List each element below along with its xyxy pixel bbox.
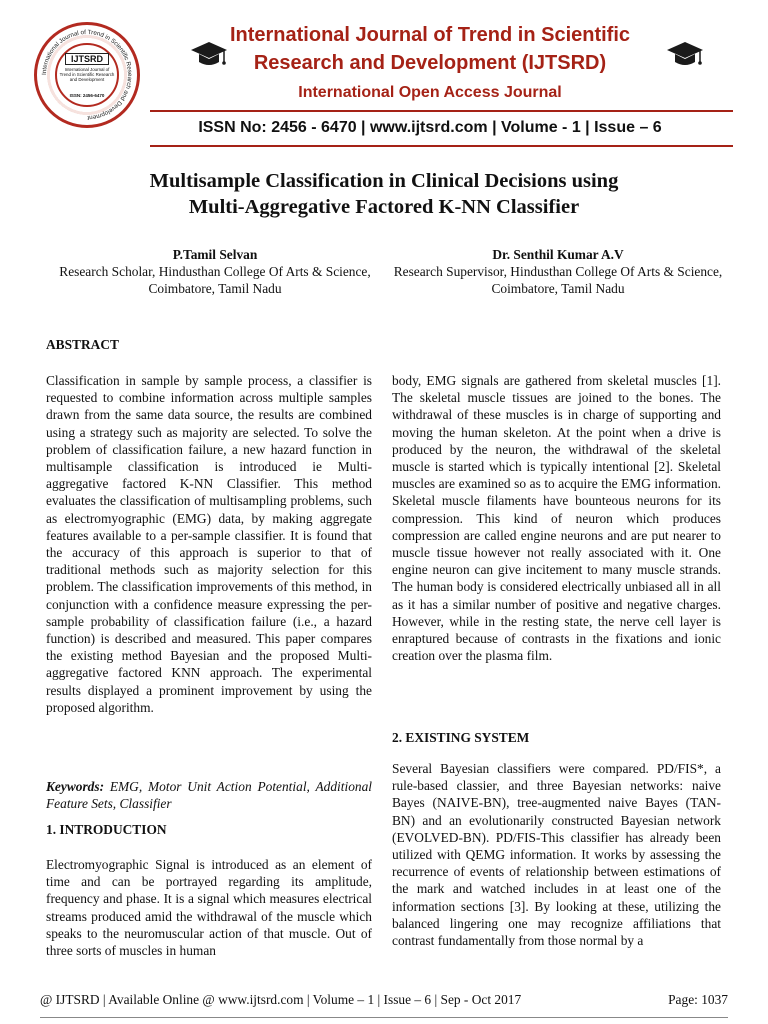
author-name: P.Tamil Selvan — [172, 247, 258, 262]
footer-page-number: Page: 1037 — [668, 992, 728, 1007]
paper-title-line-2: Multi-Aggregative Factored K-NN Classifier — [188, 196, 580, 218]
author-block — [385, 246, 731, 297]
journal-subtitle: International Open Access Journal — [298, 84, 562, 101]
author-affiliation: Research Supervisor, Hindusthan College Of Arts & Science, Coimbatore, Tamil Nadu — [393, 264, 723, 296]
author-name: Dr. Senthil Kumar A.V — [492, 247, 624, 262]
author-block — [40, 246, 390, 297]
author-affiliation: Research Scholar, Hindusthan College Of Arts & Science, Coimbatore, Tamil Nadu — [59, 264, 371, 296]
paper-title-line-1: Multisample Classification in Clinical Decisions using — [149, 170, 619, 192]
journal-logo — [34, 22, 140, 128]
footer-divider — [40, 1017, 728, 1018]
footer-citation: @ IJTSRD | Available Online @ www.ijtsrd.com | Volume – 1 | Issue – 6 | Sep - Oct 2017 — [40, 992, 522, 1007]
issn-volume-line: ISSN No: 2456 - 6470 | www.ijtsrd.com | Volume - 1 | Issue – 6 — [198, 119, 662, 136]
introduction-text-continued: body, EMG signals are gathered from skeletal muscles [1]. The skeletal muscle tissues are joined to the bones. The withdrawal of these muscles is in charge of supporting and moving the human skeleton. At the point when a drive is produced by the neuron, the withdrawal of the skeletal muscle is started which is typically intentional [2]. Skeletal muscles are examined so as to acquire the EMG information. Skeletal muscle filaments have bounteous neurons for its compression. This kind of neuron which produces compression are called engine neurons and are put nearer to muscle tissue however not really associated with it. One engine neuron can give incitement to many muscle strands. The human body is considered electrically unbiased all in all as it has a similar number of positive and negative charges. However, while in the resting state, the nerve cell layer is enraptured because of contrasts in the fixations and ionic creation over the plasma film. — [392, 373, 721, 664]
existing-system-heading: 2. EXISTING SYSTEM — [392, 730, 530, 745]
logo-journal-name: International Journal of Trend in Scientific Research and Development — [59, 67, 115, 82]
keywords-text: EMG, Motor Unit Action Potential, Additional Feature Sets, Classifier — [46, 779, 372, 812]
keywords — [46, 778, 372, 812]
logo-abbreviation: IJTSRD — [65, 53, 109, 65]
abstract-text: Classification in sample by sample process, a classifier is requested to combine information across multiple samples drawn from the same data source, the results are combined using a strategy such as majority are selected. To solve the problem of classification failure, a new hazard function in multisample classification is introduced ie Multi-aggregative factored K-NN Classifier. This method evaluates the classification of multisampling problems, such as electromyographic (EMG) data, by making aggregate features available to a per-sample classifier. It is found that the accuracy of this approach is superior to that of traditional methods such as majority selection for this problem. The classification improvements of this method, in conjunction with a confidence measure expressing the per-sample probability of classification failure (i.e., a hazard function) is described and measured. This paper compares the existing method Bayesian and the proposed Multi-aggregative factored KNN approach. The experimental results displayed a prominent improvement by using the proposed algorithm. — [46, 373, 372, 715]
existing-system-text: Several Bayesian classifiers were compared. PD/FIS*, a rule-based classier, and three Bayesian networks: naive Bayes (NAIVE-BN), tree-augmented naive Bayes (TAN-BN) and an evolutionarily constructed Bayesian network (EVOLVED-BN). PD/FIS-This classifier has already been utilized with QEMG information. It works by assessing the recurrence of events of relationship between estimations of the mark and watched includes in at least one of the information sections [3]. By looking at these, utilizing the balanced lingering one may recognize affiliations that contrast fundamentally from those normal by a — [392, 761, 721, 949]
header-bottom-divider — [150, 145, 733, 147]
journal-title-line-1: International Journal of Trend in Scientific — [229, 24, 631, 46]
keywords-label: Keywords: — [46, 779, 105, 794]
logo-ring-text: International Journal of Trend in Scientific Research and Development — [40, 28, 134, 122]
journal-header — [0, 0, 768, 150]
logo-issn: ISSN: 2456-6470 — [69, 93, 105, 98]
introduction-text: Electromyographic Signal is introduced as an element of time and can be portrayed regarding its amplitude, frequency and phase. It is a signal which measures electrical streams produced amid the withdrawal of the muscle which speaks to the neuromuscular action of that muscle. Out of three sorts of muscles in human — [46, 857, 372, 959]
abstract-heading: ABSTRACT — [46, 337, 119, 352]
logo-inner-circle — [55, 43, 119, 107]
introduction-heading: 1. INTRODUCTION — [46, 822, 167, 837]
journal-title-line-2: Research and Development (IJTSRD) — [253, 52, 607, 74]
header-divider — [150, 110, 733, 112]
